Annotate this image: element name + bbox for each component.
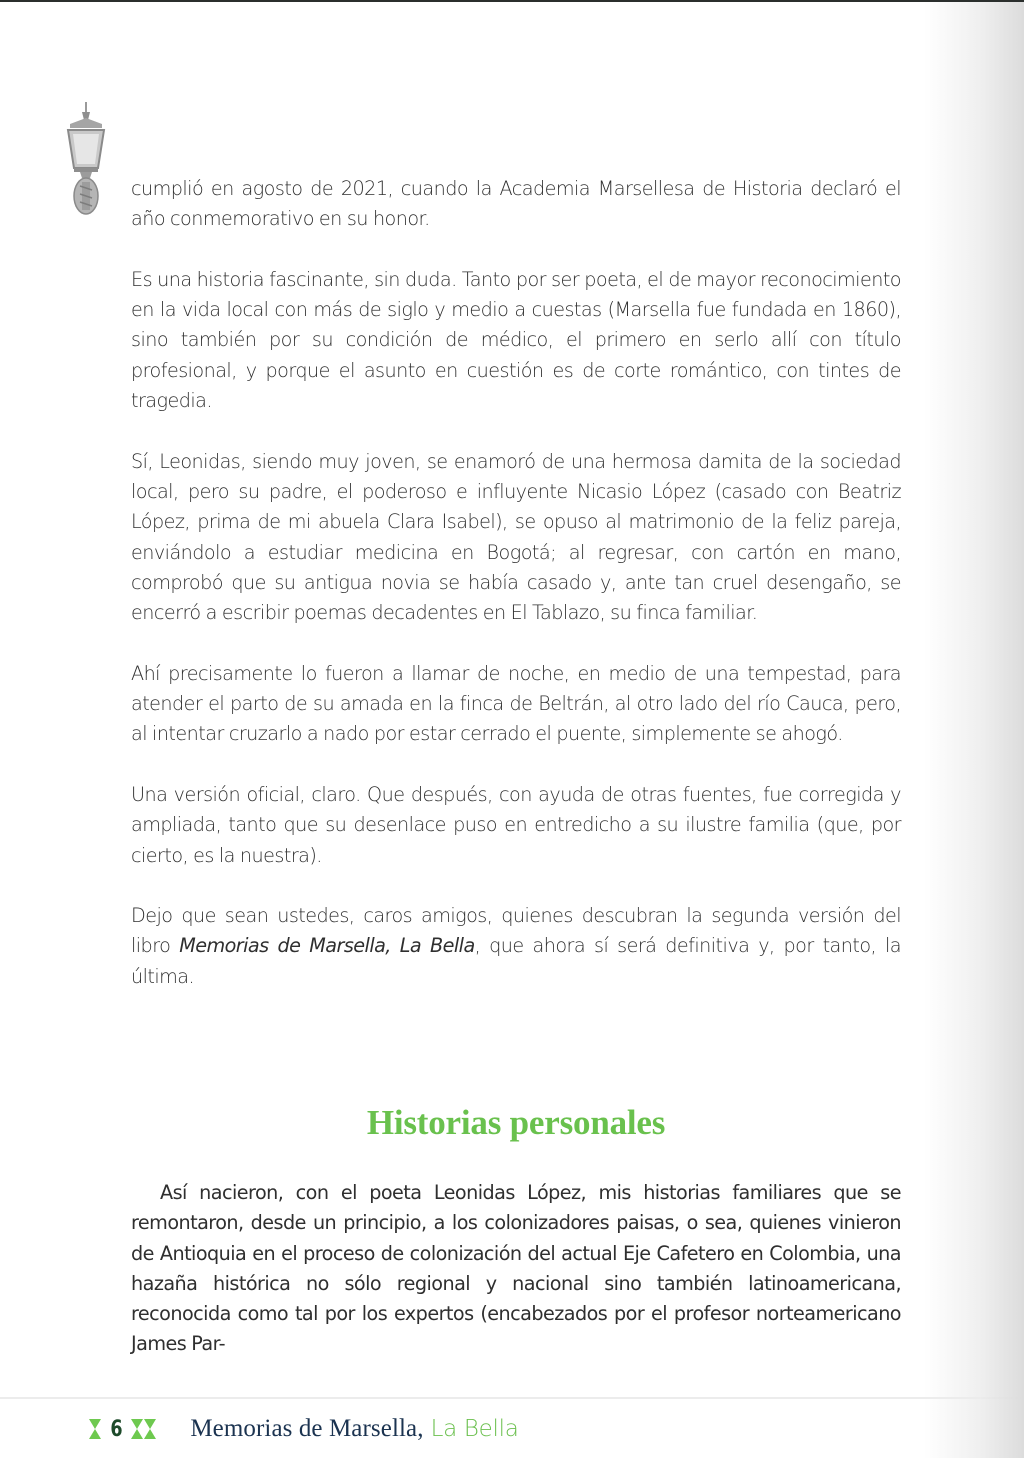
paragraph: Sí, Leonidas, siendo muy joven, se enamoró de una hermosa damita de la sociedad local, pero su padre, el poderoso e influyente Nicasio López (casado con Beatriz López, prima de mi abuela Clara Isabel), se opuso al matrimonio de la feliz pareja, enviándolo a estudiar medicina en Bogotá; al regresar, con cartón en mano, comprobó que su antigua novia se había casado y, ante tan cruel desengaño, se encerró a escribir poemas decadentes en El Tablazo, su finca familiar. [131,449,901,625]
paragraph: Una versión oficial, claro. Que después, con ayuda de otras fuentes, fue corregida y ampliada, tanto que su desenlace puso en entredicho a su ilustre familia (que, por cierto, es la nuestra). [131,782,901,867]
page-footer [89,1412,519,1446]
paragraph: Es una historia fascinante, sin duda. Tanto por ser poeta, el de mayor reconocimiento en la vida local con más de siglo y medio a cuestas (Marsella fue fundada en 1860), sino también por su condición de médico, el primero en serlo allí con título profesional, y porque el asunto en cuestión es de corte romántico, con tintes de tragedia. [131,267,901,413]
page-gutter-shadow [924,2,1024,1458]
street-lamp-icon [60,100,112,220]
body-text [131,174,901,992]
top-border [0,0,1024,2]
section-body [131,1178,901,1360]
paragraph: Ahí precisamente lo fueron a llamar de noche, en medio de una tempestad, para atender el parto de su amada en la finca de Beltrán, al otro lado del río Cauca, pero, al intentar cruzarlo a nado por estar cerrado el puente, simplemente se ahogó. [131,661,901,746]
running-title: Memorias de Marsella, [190,1415,424,1442]
page-number: 6 [110,1416,122,1442]
hourglass-ornament-icon [89,1419,101,1439]
section-heading: Historias personales [366,1103,666,1142]
double-hourglass-ornament-icon [131,1419,157,1439]
paragraph-text: Dejo que sean ustedes, caros amigos, quienes descubran la segunda versión del libro [131,904,901,958]
paragraph-text: , que ahora sí será definitiva y, por tanto, la última. [131,934,901,988]
running-title-accent: La Bella [430,1416,519,1442]
paragraph: cumplió en agosto de 2021, cuando la Academia Marsellesa de Historia declaró el año conmemorativo en su honor. [131,177,901,231]
paragraph: Así nacieron, con el poeta Leonidas López, mis historias familiares que se remontaron, desde un principio, a los colonizadores paisas, o sea, quienes vinieron de Antioquia en el proceso de colonización del actual Eje Cafetero en Colombia, una hazaña histórica no sólo regional y nacional sino también latinoamericana, reconocida como tal por los expertos (encabezados por el profesor norteamericano James Par- [131,1181,901,1356]
book-title-italic: Memorias de Marsella, La Bella [179,934,475,958]
paragraph-closing [131,901,901,992]
footer-divider [0,1397,1024,1399]
